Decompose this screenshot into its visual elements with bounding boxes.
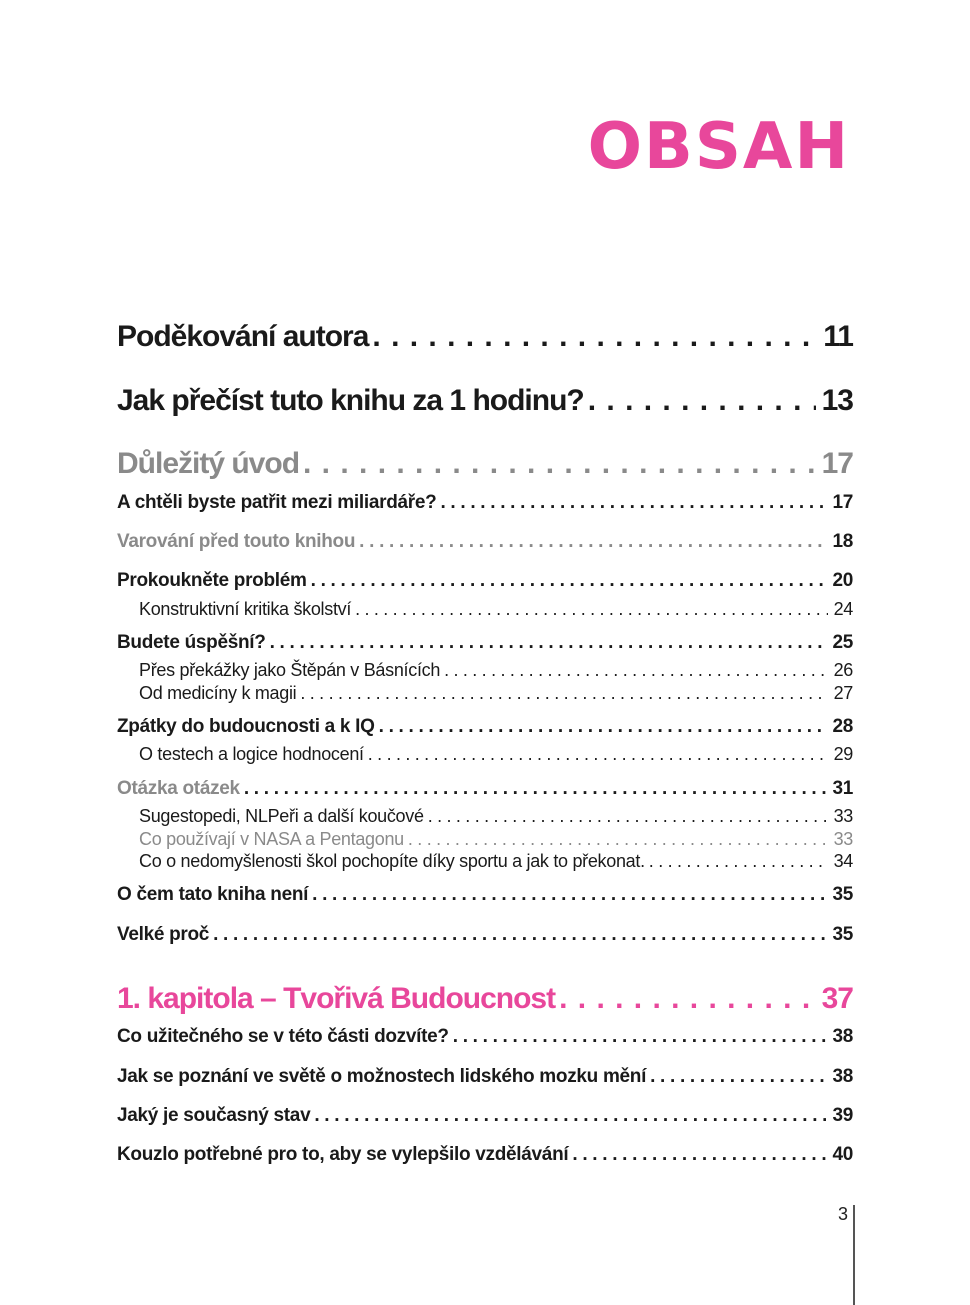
- toc-entry-label: Co užitečného se v této části dozvíte?: [117, 1026, 449, 1047]
- toc-entry[interactable]: [117, 1066, 853, 1088]
- toc-entry[interactable]: [117, 447, 853, 481]
- dot-leader: [572, 1144, 826, 1166]
- dot-leader: [368, 744, 828, 765]
- dot-leader: [359, 531, 826, 553]
- toc-entry-label: Velké proč: [117, 924, 210, 945]
- toc-entry-label: O čem tato kniha není: [117, 884, 309, 905]
- toc-entry-label: Co o nedomyšlenosti škol pochopíte díky sportu a jak to překonat.: [139, 851, 645, 871]
- toc-entry-label: Jaký je současný stav: [117, 1105, 311, 1126]
- toc-entry-page: 39: [832, 1105, 853, 1126]
- toc-subentry[interactable]: [139, 829, 853, 850]
- toc-entry-label: Kouzlo potřebné pro to, aby se vylepšilo vzdělávání: [117, 1144, 569, 1165]
- toc-subentry[interactable]: [139, 660, 853, 681]
- toc-entry-label: Zpátky do budoucnosti a k IQ: [117, 716, 375, 737]
- toc-entry-label: Důležitý úvod: [117, 447, 300, 480]
- toc-entry[interactable]: [117, 492, 853, 514]
- toc-entry-label: Sugestopedi, NLPeři a další koučové: [139, 806, 424, 826]
- dot-leader: [428, 806, 828, 827]
- page-number: 3: [838, 1204, 849, 1224]
- toc-subentry[interactable]: [139, 744, 853, 765]
- dot-leader: [588, 384, 816, 418]
- dot-leader: [270, 632, 827, 654]
- toc-subentry[interactable]: [139, 599, 853, 620]
- page-edge-rule: [853, 1205, 855, 1305]
- toc-entry-label: Poděkování autora: [117, 320, 369, 353]
- toc-chapter-entry[interactable]: [117, 982, 853, 1016]
- toc-entry-page: 35: [832, 884, 853, 905]
- toc-entry-page: 33: [833, 806, 853, 826]
- toc-entry-label: Jak přečíst tuto knihu za 1 hodinu?: [117, 384, 584, 417]
- toc-entry-page: 25: [832, 632, 853, 653]
- toc-entry-page: 24: [833, 599, 853, 619]
- dot-leader: [311, 570, 827, 592]
- dot-leader: [303, 447, 816, 481]
- toc-entry[interactable]: [117, 924, 853, 946]
- page-title: OBSAH: [587, 110, 850, 184]
- toc-entry-label: Jak se poznání ve světě o možnostech lidského mozku mění: [117, 1066, 647, 1087]
- toc-entry[interactable]: [117, 1026, 853, 1048]
- toc-entry-page: 13: [821, 384, 853, 417]
- toc-entry-page: 40: [832, 1144, 853, 1165]
- toc-subentry[interactable]: [139, 851, 853, 872]
- toc-entry[interactable]: [117, 778, 853, 800]
- toc-entry-label: Přes překážky jako Štěpán v Básnících: [139, 660, 441, 680]
- dot-leader: [559, 982, 816, 1016]
- dot-leader: [649, 851, 828, 872]
- toc-entry-page: 29: [833, 744, 853, 764]
- toc-entry-page: 38: [832, 1026, 853, 1047]
- toc-entry-page: 33: [833, 829, 853, 849]
- toc-entry[interactable]: [117, 320, 853, 354]
- toc-entry-label: Varování před touto knihou: [117, 531, 356, 552]
- toc-entry[interactable]: [117, 1105, 853, 1127]
- toc-entry-label: 1. kapitola – Tvořivá Budoucnost: [117, 982, 556, 1015]
- dot-leader: [244, 778, 827, 800]
- toc-entry[interactable]: [117, 632, 853, 654]
- dot-leader: [355, 599, 828, 620]
- toc-entry-page: 38: [832, 1066, 853, 1087]
- toc-entry-page: 26: [833, 660, 853, 680]
- toc-subentry[interactable]: [139, 683, 853, 704]
- toc-entry-page: 31: [832, 778, 853, 799]
- toc-entry[interactable]: [117, 716, 853, 738]
- dot-leader: [300, 683, 827, 704]
- toc-entry-page: 34: [833, 851, 853, 871]
- toc-entry[interactable]: [117, 570, 853, 592]
- toc-entry-page: 11: [823, 320, 853, 353]
- dot-leader: [444, 660, 828, 681]
- dot-leader: [314, 1105, 826, 1127]
- toc-entry-page: 17: [832, 492, 853, 513]
- toc-entry-page: 20: [832, 570, 853, 591]
- toc-entry-label: Co používají v NASA a Pentagonu: [139, 829, 404, 849]
- toc-entry-label: Konstruktivní kritika školství: [139, 599, 352, 619]
- dot-leader: [453, 1026, 827, 1048]
- toc-entry-label: Otázka otázek: [117, 778, 240, 799]
- toc-entry-page: 28: [832, 716, 853, 737]
- toc-subentry[interactable]: [139, 806, 853, 827]
- toc-entry-page: 37: [821, 982, 853, 1015]
- toc-entry-page: 35: [832, 924, 853, 945]
- toc-entry[interactable]: [117, 384, 853, 418]
- dot-leader: [372, 320, 817, 354]
- toc-entry[interactable]: [117, 884, 853, 906]
- toc-entry-page: 17: [821, 447, 853, 480]
- dot-leader: [379, 716, 827, 738]
- toc-entry-page: 18: [832, 531, 853, 552]
- dot-leader: [312, 884, 826, 906]
- toc-entry[interactable]: [117, 1144, 853, 1166]
- toc-entry-label: O testech a logice hodnocení: [139, 744, 364, 764]
- toc-entry-label: Od medicíny k magii: [139, 683, 297, 703]
- toc-entry-label: A chtěli byste patřit mezi miliardáře?: [117, 492, 437, 513]
- dot-leader: [213, 924, 826, 946]
- dot-leader: [440, 492, 826, 514]
- toc-entry[interactable]: [117, 531, 853, 553]
- toc-entry-label: Budete úspěšní?: [117, 632, 266, 653]
- toc-entry-page: 27: [833, 683, 853, 703]
- toc-entry-label: Prokoukněte problém: [117, 570, 307, 591]
- dot-leader: [408, 829, 828, 850]
- dot-leader: [650, 1066, 826, 1088]
